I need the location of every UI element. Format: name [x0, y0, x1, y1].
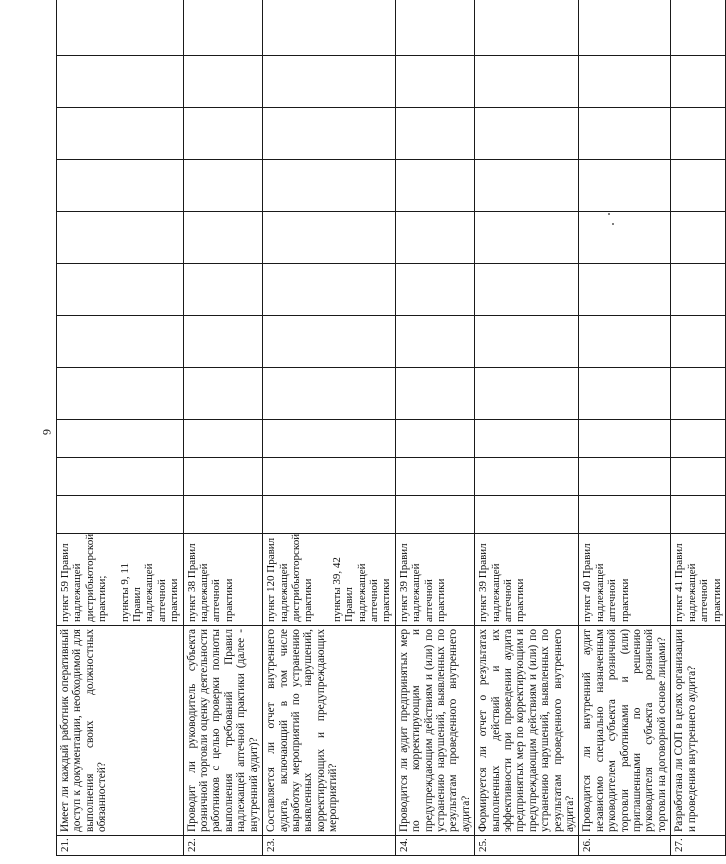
question-cell: Формируется ли отчет о результатах выполненных действий и их эффективности при проведении аудита предпринятых мер по корректирующим и предупреждающим действиям и (или) по устранению нарушений, выявленных по результатам проведенного внутреннего аудита?	[475, 626, 579, 836]
answer-cell	[183, 420, 262, 458]
answer-cell	[579, 496, 671, 534]
answer-cell	[183, 458, 262, 496]
reference-text: пункт 40 Правил надлежащей аптечной практики	[581, 543, 631, 622]
answer-cell	[183, 0, 262, 56]
reference-text: пункт 38 Правил надлежащей аптечной практики	[185, 543, 235, 622]
answer-cell	[579, 56, 671, 108]
answer-cell	[183, 316, 262, 368]
answer-cell	[183, 212, 262, 264]
answer-cell	[579, 108, 671, 160]
answer-cell	[57, 316, 184, 368]
answer-cell	[475, 264, 579, 316]
answer-cell	[671, 160, 726, 212]
answer-cell	[579, 420, 671, 458]
checklist-row	[183, 0, 262, 856]
rotated-table-wrapper	[56, 10, 723, 856]
row-number: 24.	[395, 836, 474, 856]
reference-text: пункт 39 Правил надлежащей аптечной практики	[397, 543, 447, 622]
answer-cell	[395, 458, 474, 496]
requirement-reference-cell	[671, 534, 726, 626]
answer-cell	[671, 458, 726, 496]
answer-cell	[395, 212, 474, 264]
answer-cell	[671, 108, 726, 160]
answer-cell	[183, 108, 262, 160]
answer-cell	[57, 496, 184, 534]
row-number: 22.	[183, 836, 262, 856]
answer-cell	[579, 368, 671, 420]
answer-cell	[395, 108, 474, 160]
answer-cell	[395, 264, 474, 316]
question-cell: Имеет ли каждый работник оперативный доступ к документации, необходимой для выполнения своих должностных обязанностей?	[57, 626, 184, 836]
answer-cell	[579, 0, 671, 56]
requirement-reference-cell	[57, 534, 184, 626]
checklist-row	[395, 0, 474, 856]
answer-cell	[263, 56, 396, 108]
answer-cell	[57, 108, 184, 160]
answer-cell	[395, 368, 474, 420]
row-number: 21.	[57, 836, 184, 856]
answer-cell	[263, 316, 396, 368]
answer-cell	[57, 458, 184, 496]
answer-cell	[579, 264, 671, 316]
answer-cell	[263, 160, 396, 212]
checklist-row	[263, 0, 396, 856]
checklist-row	[475, 0, 579, 856]
reference-text: пункт 41 Правил надлежащей аптечной практики	[673, 543, 723, 622]
answer-cell	[395, 56, 474, 108]
answer-cell	[57, 160, 184, 212]
answer-cell	[671, 264, 726, 316]
reference-text: пункт 39 Правил надлежащей аптечной практики	[477, 543, 527, 622]
answer-cell	[671, 496, 726, 534]
answer-cell	[263, 0, 396, 56]
answer-cell	[475, 0, 579, 56]
answer-cell	[671, 316, 726, 368]
answer-cell	[263, 108, 396, 160]
reference-text: пункты 39, 42 Правил надлежащей аптечной практики	[330, 557, 393, 622]
question-cell: Составляется ли отчет внутреннего аудита, включающий в том числе выработку мероприятий по устранению выявленных нарушений, корректирующих и предупреждающих мероприятий?	[263, 626, 396, 836]
answer-cell	[395, 0, 474, 56]
reference-text: пункт 120 Правил надлежащей дистрибьюторской практики	[265, 533, 315, 622]
answer-cell	[579, 458, 671, 496]
answer-cell	[671, 420, 726, 458]
answer-cell	[183, 368, 262, 420]
row-number: 25.	[475, 836, 579, 856]
answer-cell	[671, 0, 726, 56]
row-number: 23.	[263, 836, 396, 856]
answer-cell	[475, 108, 579, 160]
answer-cell	[671, 56, 726, 108]
answer-cell	[475, 56, 579, 108]
checklist-row	[57, 0, 184, 856]
answer-cell	[183, 56, 262, 108]
reference-text: пункт 59 Правил надлежащей дистрибьюторской практики;	[59, 533, 109, 622]
row-number: 26.	[579, 836, 671, 856]
checklist-page	[56, 10, 723, 856]
answer-cell	[579, 212, 671, 264]
answer-cell	[395, 160, 474, 212]
question-cell: Проводится ли аудит предпринятых мер по корректирующим и предупреждающим действиям и (или) по устранению нарушений, выявленных по результатам проведенного внутреннего аудита?	[395, 626, 474, 836]
answer-cell	[263, 368, 396, 420]
answer-cell	[57, 212, 184, 264]
answer-cell	[263, 458, 396, 496]
answer-cell	[475, 458, 579, 496]
requirement-reference-cell	[183, 534, 262, 626]
answer-cell	[475, 368, 579, 420]
page-number: 6	[40, 429, 54, 435]
requirement-reference-cell	[395, 534, 474, 626]
answer-cell	[57, 420, 184, 458]
answer-cell	[475, 160, 579, 212]
answer-cell	[475, 212, 579, 264]
question-cell: Проводит ли руководитель субъекта розничной торговли оценку деятельности работников с целью проверки полноты выполнения требований Правил надлежащей аптечной практики (далее - внутренний аудит)?	[183, 626, 262, 836]
answer-cell	[395, 420, 474, 458]
scan-speck	[612, 223, 614, 225]
answer-cell	[57, 0, 184, 56]
scan-speck	[608, 213, 610, 215]
answer-cell	[475, 316, 579, 368]
requirement-reference-cell	[263, 534, 396, 626]
answer-cell	[263, 212, 396, 264]
checklist-row	[671, 0, 726, 856]
answer-cell	[263, 496, 396, 534]
checklist-row	[579, 0, 671, 856]
answer-cell	[475, 420, 579, 458]
question-cell: Проводится ли внутренний аудит независимо специально назначенным руководителем субъекта розничной торговли работниками и (или) приглашенными по решению руководителя субъекта розничной торговли на договорной основе лицами?	[579, 626, 671, 836]
answer-cell	[671, 368, 726, 420]
answer-cell	[395, 496, 474, 534]
requirement-reference-cell	[579, 534, 671, 626]
answer-cell	[57, 56, 184, 108]
answer-cell	[263, 420, 396, 458]
answer-cell	[57, 368, 184, 420]
answer-cell	[671, 212, 726, 264]
answer-cell	[475, 496, 579, 534]
answer-cell	[263, 264, 396, 316]
row-number: 27.	[671, 836, 726, 856]
question-cell: Разработана ли СОП в целях организации и проведения внутреннего аудита?	[671, 626, 726, 836]
answer-cell	[183, 496, 262, 534]
checklist-table	[56, 0, 726, 856]
reference-text: пункты 9, 11 Правил надлежащей аптечной практики	[118, 562, 181, 622]
answer-cell	[57, 264, 184, 316]
answer-cell	[395, 316, 474, 368]
answer-cell	[579, 316, 671, 368]
requirement-reference-cell	[475, 534, 579, 626]
answer-cell	[579, 160, 671, 212]
answer-cell	[183, 264, 262, 316]
answer-cell	[183, 160, 262, 212]
